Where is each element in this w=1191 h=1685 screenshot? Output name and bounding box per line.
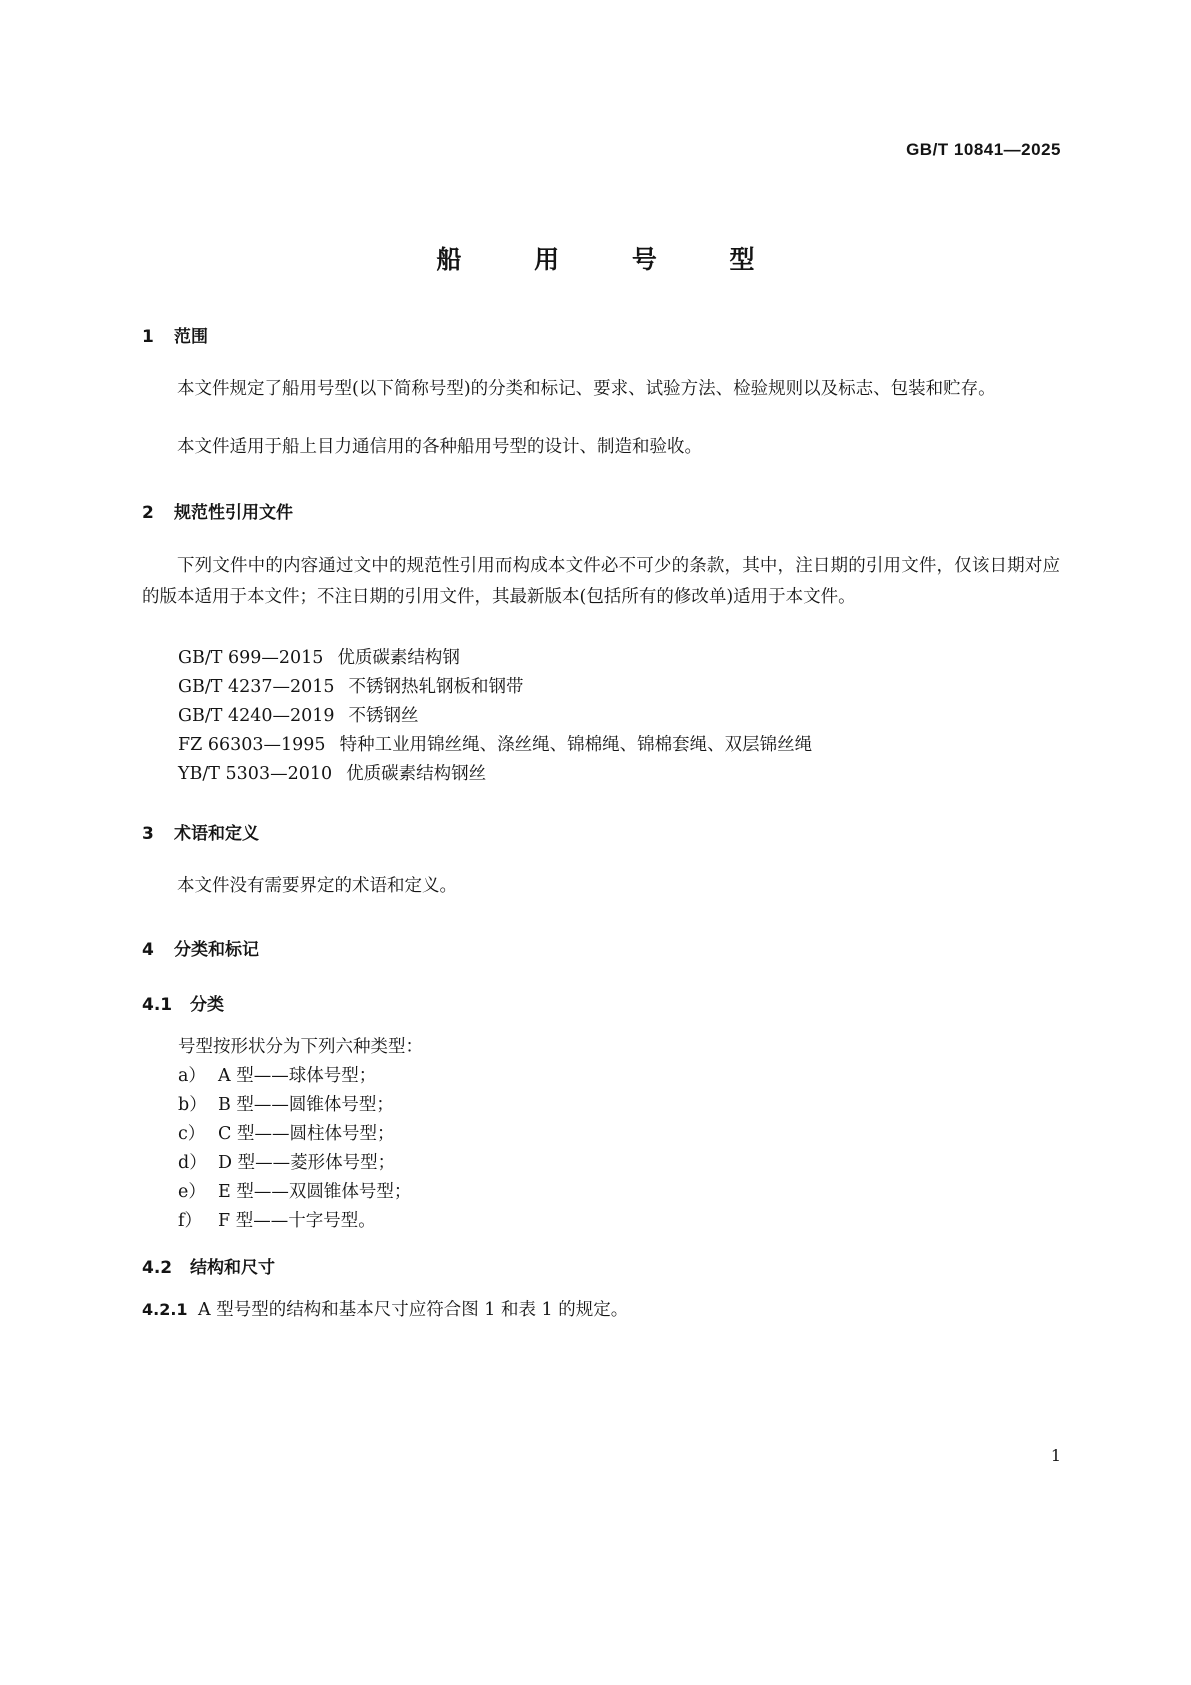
section-title: 规范性引用文件: [174, 503, 293, 523]
paragraph: 下列文件中的内容通过文中的规范性引用而构成本文件必不可少的条款，其中，注日期的引用文件，仅该日期对应的版本适用于本文件；不注日期的引用文件，其最新版本(包括所有的修改单)适用于本文件。: [142, 556, 1060, 607]
standard-code: GB/T 10841—2025: [906, 140, 1061, 159]
clause-number: 4.2.1: [142, 1300, 188, 1319]
reference-name: 特种工业用锦丝绳、涤丝绳、锦棉绳、锦棉套绳、双层锦丝绳: [339, 735, 813, 755]
reference-name: 不锈钢热轧钢板和钢带: [348, 677, 524, 697]
section-title: 范围: [174, 327, 208, 347]
section-number: 2: [142, 503, 154, 523]
list-text: B 型——圆锥体号型；: [218, 1095, 394, 1115]
paragraph: 本文件规定了船用号型(以下简称号型)的分类和标记、要求、试验方法、检验规则以及标志、包装和贮存。: [177, 379, 996, 399]
list-item: [178, 1207, 376, 1232]
list-item: [178, 1091, 394, 1116]
list-intro: 号型按形状分为下列六种类型：: [178, 1037, 423, 1057]
section-3-heading: [142, 819, 259, 844]
reference-code: GB/T 4240—2019: [178, 706, 335, 726]
section-number: 1: [142, 327, 154, 347]
paragraph: 本文件没有需要界定的术语和定义。: [177, 876, 457, 896]
section-4-heading: [142, 935, 259, 960]
subsection-title: 结构和尺寸: [190, 1258, 275, 1278]
section-title: 术语和定义: [174, 824, 259, 844]
section-title: 分类和标记: [174, 940, 259, 960]
reference-item: [178, 760, 486, 785]
reference-code: GB/T 699—2015: [178, 648, 324, 668]
list-item: [178, 1120, 394, 1145]
reference-item: [178, 702, 419, 727]
list-item: [178, 1149, 395, 1174]
list-text: C 型——圆柱体号型；: [218, 1124, 395, 1144]
list-item: [178, 1178, 411, 1203]
reference-item: [178, 673, 524, 698]
reference-name: 优质碳素结构钢丝: [346, 764, 487, 784]
section-2-heading: [142, 498, 293, 523]
list-text: A 型——球体号型；: [218, 1066, 377, 1086]
subsection-4-1-heading: [142, 990, 224, 1015]
reference-code: YB/T 5303—2010: [178, 764, 333, 784]
list-marker: e）: [178, 1182, 206, 1202]
subsection-number: 4.1: [142, 995, 173, 1015]
list-marker: d）: [178, 1153, 207, 1173]
paragraph: 本文件适用于船上目力通信用的各种船用号型的设计、制造和验收。: [177, 437, 702, 457]
section-number: 3: [142, 824, 154, 844]
list-text: F 型——十字号型。: [218, 1211, 376, 1231]
reference-item: [178, 644, 460, 669]
clause-text: A 型号型的结构和基本尺寸应符合图 1 和表 1 的规定。: [198, 1300, 629, 1320]
subsection-number: 4.2: [142, 1258, 173, 1278]
reference-code: GB/T 4237—2015: [178, 677, 335, 697]
subsection-4-2-heading: [142, 1253, 275, 1278]
list-text: E 型——双圆锥体号型；: [218, 1182, 412, 1202]
section-number: 4: [142, 940, 154, 960]
subsection-title: 分类: [190, 995, 224, 1015]
reference-name: 不锈钢丝: [348, 706, 419, 726]
reference-name: 优质碳素结构钢: [337, 648, 460, 668]
list-marker: b）: [178, 1095, 207, 1115]
clause-4-2-1: [142, 1296, 628, 1321]
list-item: [178, 1062, 376, 1087]
section-1-heading: [142, 322, 208, 347]
document-title: 船 用 号 型: [436, 245, 787, 274]
list-marker: c）: [178, 1124, 206, 1144]
reference-item: [178, 731, 812, 756]
reference-code: FZ 66303—1995: [178, 735, 326, 755]
page-number: 1: [1050, 1446, 1061, 1465]
list-marker: f）: [178, 1211, 202, 1231]
list-text: D 型——菱形体号型；: [218, 1153, 396, 1173]
list-marker: a）: [178, 1066, 206, 1086]
